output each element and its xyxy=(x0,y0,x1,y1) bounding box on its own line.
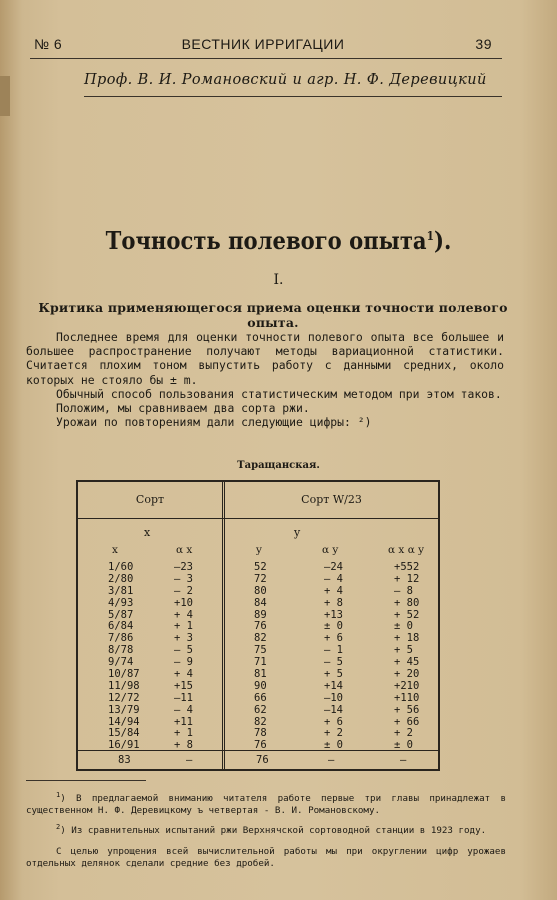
total-x: 83 xyxy=(118,754,131,766)
table-cell: 76 xyxy=(254,620,267,633)
table-cell: —11 xyxy=(174,691,193,704)
title-footnote-mark: 1 xyxy=(426,229,434,243)
table-cell: —23 xyxy=(174,561,193,573)
table-cell: + 20 xyxy=(394,668,420,681)
table-cell: 11/98 xyxy=(108,679,140,692)
total-y: 76 xyxy=(256,754,269,766)
authors-rule xyxy=(84,96,502,97)
table-cell: 13/79 xyxy=(108,703,140,716)
section-heading: Критика применяющегося приема оценки точности полевого опыта. xyxy=(38,300,508,330)
table-cell: — 3 xyxy=(174,572,193,585)
table-row xyxy=(78,585,438,597)
table-cell: +10 xyxy=(174,596,193,609)
table-cell: ± 0 xyxy=(324,739,343,752)
table-cell: 6/84 xyxy=(108,620,134,633)
page-number: 39 xyxy=(475,36,492,52)
table-cell: 12/72 xyxy=(108,691,140,704)
table-cell: —10 xyxy=(324,691,343,704)
col2-header: Сорт W/23 xyxy=(301,493,362,506)
table-row xyxy=(78,727,438,739)
table-cell: + 8 xyxy=(324,596,343,609)
table-row xyxy=(78,632,438,644)
col1-header: Сорт xyxy=(135,493,165,506)
table-cell: + 5 xyxy=(394,644,413,657)
footnote-2-mark: 2 xyxy=(56,823,61,831)
table-cell: 8/78 xyxy=(108,644,134,657)
footnote-1 xyxy=(26,790,506,816)
table-caption: Таращанская. xyxy=(237,460,320,471)
sub-header-x: x xyxy=(112,544,118,556)
table-cell: + 4 xyxy=(174,608,193,621)
table-cell: + 66 xyxy=(394,715,420,728)
paragraph-3: Положим, мы сравниваем два сорта ржи. xyxy=(56,401,310,416)
table-cell: 72 xyxy=(254,572,267,585)
table-cell: + 6 xyxy=(324,632,343,645)
table-cell: 5/87 xyxy=(108,608,134,621)
table-cell: —24 xyxy=(324,561,343,573)
table-cell: 82 xyxy=(254,632,267,645)
sub-header-ax: α x xyxy=(176,544,193,556)
journal-title: ВЕСТНИК ИРРИГАЦИИ xyxy=(181,36,345,52)
table-cell: +210 xyxy=(394,679,420,692)
table-row xyxy=(78,561,438,573)
table-cell: + 4 xyxy=(324,584,343,597)
table-cell: + 4 xyxy=(174,668,193,681)
table-cell: — 9 xyxy=(174,656,193,669)
table-cell: 89 xyxy=(254,608,267,621)
table-cell: + 1 xyxy=(174,727,193,740)
table-cell: + 52 xyxy=(394,608,420,621)
table-cell: 62 xyxy=(254,703,267,716)
footnote-2-text: ) Из сравнительных испытаний ржи Верхнячской сортоводной станции в 1923 году. xyxy=(60,825,487,837)
variable-x: x xyxy=(144,526,151,539)
table-cell: 66 xyxy=(254,691,267,704)
table-cell: — 5 xyxy=(174,644,193,657)
footnote-3-text: С целью упрощения всей вычислительной работы мы при округлении цифр урожаев отдельных делянок сделали средние без дробей. xyxy=(26,846,506,869)
table-cell: + 18 xyxy=(394,632,420,645)
table-cell: 71 xyxy=(254,656,267,669)
table-cell: 52 xyxy=(254,561,267,573)
paragraph-2: Обычный способ пользования статистическим методом при этом таков. xyxy=(56,386,502,401)
table-cell: + 2 xyxy=(324,727,343,740)
table-cell: + 8 xyxy=(174,739,193,752)
table-row xyxy=(78,704,438,716)
table-cell: 2/80 xyxy=(108,572,134,585)
table-cell: 16/91 xyxy=(108,739,140,752)
article-title xyxy=(33,226,523,255)
table-cell: +11 xyxy=(174,715,193,728)
table-row xyxy=(78,716,438,728)
title-close: ). xyxy=(433,226,452,255)
table-cell: — 4 xyxy=(174,703,193,716)
sub-header-y: y xyxy=(256,544,262,556)
sub-header-ay: α y xyxy=(322,544,339,556)
table-cell: 1/60 xyxy=(108,561,134,573)
table-row xyxy=(78,668,438,680)
footnote-2 xyxy=(26,822,506,837)
table-cell: + 45 xyxy=(394,656,420,669)
table-row xyxy=(78,620,438,632)
table-row xyxy=(78,573,438,585)
body-text xyxy=(26,330,504,429)
table-cell: 10/87 xyxy=(108,668,140,681)
sub-header-axay: α x α y xyxy=(388,544,425,556)
table-cell: —14 xyxy=(324,703,343,716)
table-cell: +15 xyxy=(174,679,193,692)
table-cell: + 1 xyxy=(174,620,193,633)
issue-number: № 6 xyxy=(34,36,63,52)
table-cell: 3/81 xyxy=(108,584,134,597)
table-cell: + 2 xyxy=(394,727,413,740)
table-cell: 81 xyxy=(254,668,267,681)
table-cell: 7/86 xyxy=(108,632,134,645)
table-row xyxy=(78,680,438,692)
paragraph-4: Урожаи по повторениям дали следующие цифры: ²) xyxy=(56,415,372,430)
table-cell: + 5 xyxy=(324,668,343,681)
page-edge-shadow xyxy=(0,76,10,116)
table-cell: — 1 xyxy=(324,644,343,657)
totals-rule xyxy=(78,750,438,751)
table-cell: +14 xyxy=(324,679,343,692)
table-cell: — 4 xyxy=(324,572,343,585)
table-cell: 9/74 xyxy=(108,656,134,669)
table-cell: 14/94 xyxy=(108,715,140,728)
title-text: Точность полевого опыта xyxy=(105,226,427,255)
table-cell: 84 xyxy=(254,596,267,609)
variable-y: y xyxy=(294,526,301,539)
table-cell: + 12 xyxy=(394,572,420,585)
chapter-number: I. xyxy=(273,272,284,288)
table-cell: 80 xyxy=(254,584,267,597)
table-cell: — 2 xyxy=(174,584,193,597)
table-cell: 15/84 xyxy=(108,727,140,740)
table-cell: + 3 xyxy=(174,632,193,645)
yield-table xyxy=(76,480,440,771)
table-cell: +552 xyxy=(394,561,420,573)
table-cell: 82 xyxy=(254,715,267,728)
header-rule xyxy=(30,58,502,59)
table-row xyxy=(78,597,438,609)
table-cell: 76 xyxy=(254,739,267,752)
total-ax: — xyxy=(186,754,193,766)
footnote-3 xyxy=(26,846,506,869)
table-row xyxy=(78,692,438,704)
table-cell: +110 xyxy=(394,691,420,704)
table-cell: 75 xyxy=(254,644,267,657)
table-cell: + 80 xyxy=(394,596,420,609)
table-header xyxy=(78,482,438,519)
table-cell: + 6 xyxy=(324,715,343,728)
footnote-rule xyxy=(26,780,146,781)
table-cell: 78 xyxy=(254,727,267,740)
table-cell: +13 xyxy=(324,608,343,621)
table-cell: + 56 xyxy=(394,703,420,716)
footnote-1-mark: 1 xyxy=(56,791,61,799)
table-cell: — 5 xyxy=(324,656,343,669)
total-ay: — xyxy=(328,754,335,766)
footnote-1-text: ) В предлагаемой вниманию читателя работе первые три главы принадлежат в существенном Н. Ф. Деревицкому ъ четвертая - В. И. Романовскому. xyxy=(26,793,506,816)
paragraph-1: Последнее время для оценки точности полевого опыта все большее и большее распространение получают методы вариационной статистики. Считается плохим тоном выпустить работу с данными средних, около которых не стояло бы ± m. xyxy=(26,330,504,387)
table-row xyxy=(78,644,438,656)
total-axay: — xyxy=(400,754,407,766)
running-header xyxy=(34,36,492,54)
table-cell: ± 0 xyxy=(394,739,413,752)
table-row xyxy=(78,609,438,621)
table-cell: 4/93 xyxy=(108,596,134,609)
table-cell: — 8 xyxy=(394,584,413,597)
article-authors: Проф. В. И. Романовский и агр. Н. Ф. Деревицкий xyxy=(84,72,487,88)
table-cell: ± 0 xyxy=(394,620,413,633)
table-cell: 90 xyxy=(254,679,267,692)
table-body xyxy=(78,561,438,751)
table-cell: ± 0 xyxy=(324,620,343,633)
table-row xyxy=(78,656,438,668)
